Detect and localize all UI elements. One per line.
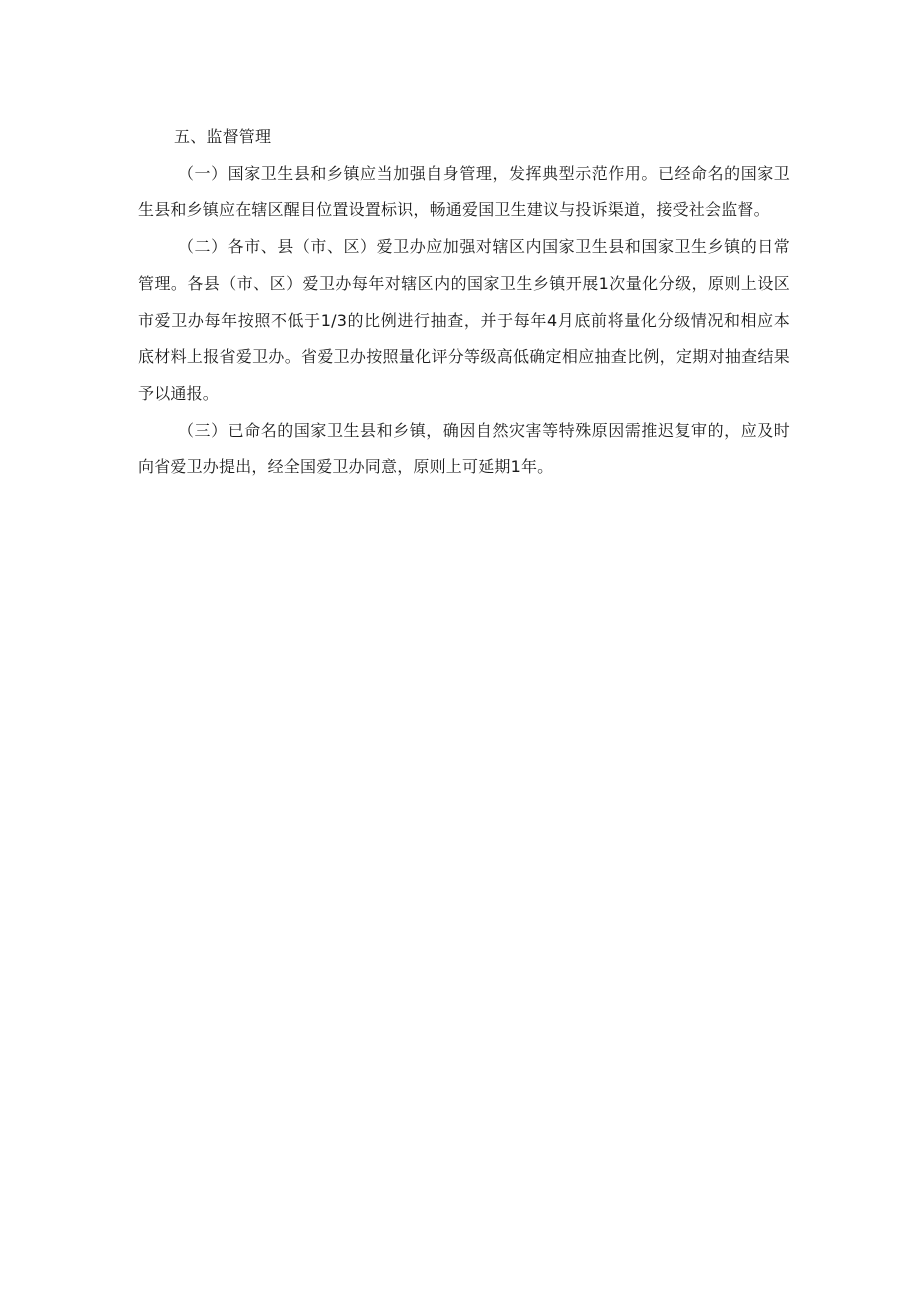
section-heading: 五、监督管理	[174, 127, 272, 146]
paragraph-2: （二）各市、县（市、区）爱卫办应加强对辖区内国家卫生县和国家卫生乡镇的日常管理。各县（市、区）爱卫办每年对辖区内的国家卫生乡镇开展1次量化分级，原则上设区市爱卫办每年按照不低于1/3的比例进行抽查，并于每年4月底前将量化分级情况和相应本底材料上报省爱卫办。省爱卫办按照量化评分等级高低确定相应抽查比例，定期对抽查结果予以通报。	[138, 237, 790, 403]
paragraph-3: （三）已命名的国家卫生县和乡镇，确因自然灾害等特殊原因需推迟复审的，应及时向省爱卫办提出，经全国爱卫办同意，原则上可延期1年。	[138, 420, 790, 477]
paragraph-1: （一）国家卫生县和乡镇应当加强自身管理，发挥典型示范作用。已经命名的国家卫生县和乡镇应在辖区醒目位置设置标识，畅通爱国卫生建议与投诉渠道，接受社会监督。	[138, 163, 790, 220]
document-body	[138, 119, 790, 486]
